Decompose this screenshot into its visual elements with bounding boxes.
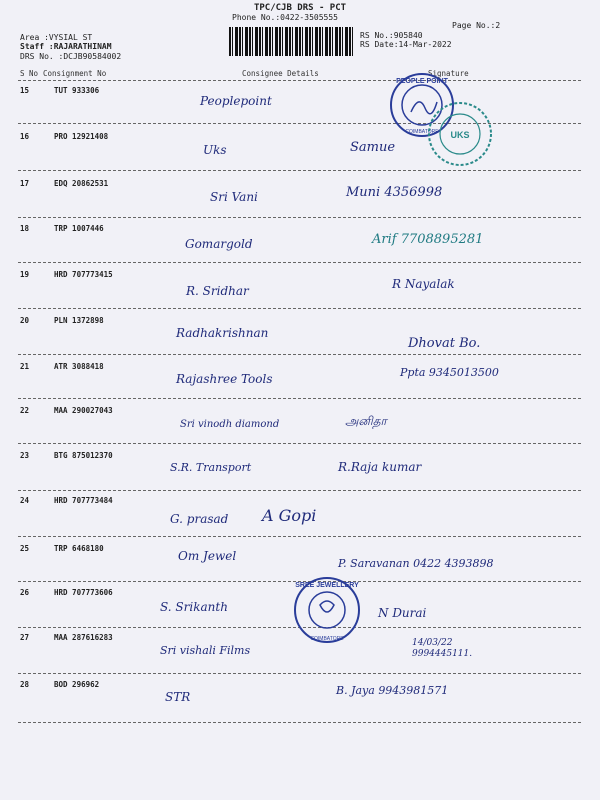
row-divider xyxy=(18,123,581,124)
row-divider xyxy=(18,673,581,674)
sree-jewellery-stamp-icon xyxy=(292,575,362,645)
column-header-sno: S No xyxy=(20,69,39,78)
row-divider xyxy=(18,398,581,399)
row-consignee: STR xyxy=(165,690,191,704)
row-consignment: TRP 1007446 xyxy=(54,224,104,233)
row-sno: 22 xyxy=(20,406,30,415)
column-header-consignee: Consignee Details xyxy=(242,69,319,78)
row-consignee: R. Sridhar xyxy=(186,284,249,298)
staff-label: Staff :RAJARATHINAM xyxy=(20,42,112,51)
sheet-title: TPC/CJB DRS - PCT xyxy=(253,3,347,13)
row-divider xyxy=(18,443,581,444)
row-signature: Samue xyxy=(350,140,396,155)
row-consignment: EDQ 20862531 xyxy=(54,179,109,188)
svg-text:UKS: UKS xyxy=(450,130,470,140)
row-consignee: S.R. Transport xyxy=(170,461,252,474)
row-sno: 19 xyxy=(20,270,30,279)
row-sno: 15 xyxy=(20,86,30,95)
row-divider xyxy=(18,308,581,309)
row-sno: 26 xyxy=(20,588,30,597)
row-consignee: Uks xyxy=(203,143,227,157)
row-sno: 21 xyxy=(20,362,30,371)
rs-number: RS No.:905840 xyxy=(360,31,423,40)
column-header-consignment: Consignment No xyxy=(43,69,107,78)
row-consignment: TUT 933306 xyxy=(54,86,100,95)
svg-text:COIMBATORE: COIMBATORE xyxy=(310,636,344,642)
row-divider xyxy=(18,490,581,491)
row-consignment: BOD 296962 xyxy=(54,680,100,689)
page-number: Page No.:2 xyxy=(452,21,501,30)
row-consignee: Rajashree Tools xyxy=(176,372,273,386)
row-signature: Ppta 9345013500 xyxy=(400,366,499,379)
row-consignment: TRP 6468180 xyxy=(54,544,104,553)
row-signature: A Gopi xyxy=(262,506,317,525)
row-consignment: HRD 707773606 xyxy=(54,588,113,597)
row-consignment: MAA 290027043 xyxy=(54,406,113,415)
row-signature: N Durai xyxy=(378,606,427,620)
row-signature: R Nayalak xyxy=(392,277,455,291)
row-divider xyxy=(18,262,581,263)
row-consignment: ATR 3088418 xyxy=(54,362,104,371)
svg-text:SREE JEWELLERY: SREE JEWELLERY xyxy=(295,582,359,589)
header-divider xyxy=(18,80,581,81)
row-consignment: HRD 707773415 xyxy=(54,270,113,279)
row-divider xyxy=(18,170,581,171)
row-consignee: Sri Vani xyxy=(210,190,258,204)
row-divider xyxy=(18,536,581,537)
column-header-signature: Signature xyxy=(428,69,469,78)
area-label: Area :VYSIAL ST xyxy=(20,33,93,42)
row-sno: 16 xyxy=(20,132,30,141)
row-consignee: Sri vinodh diamond xyxy=(180,419,280,430)
row-consignee: Om Jewel xyxy=(178,549,237,563)
svg-text:COIMBATORE: COIMBATORE xyxy=(405,129,439,135)
row-sno: 27 xyxy=(20,633,30,642)
row-divider xyxy=(18,217,581,218)
row-consignee: Sri vishali Films xyxy=(160,644,251,657)
row-signature: B. Jaya 9943981571 xyxy=(336,684,449,697)
row-consignee: S. Srikanth xyxy=(160,600,228,614)
row-sno: 24 xyxy=(20,496,30,505)
row-signature: Arif 7708895281 xyxy=(372,232,484,247)
row-signature: P. Saravanan 0422 4393898 xyxy=(338,557,494,570)
row-divider xyxy=(18,722,581,723)
row-divider xyxy=(18,354,581,355)
row-sno: 17 xyxy=(20,179,30,188)
row-sno: 25 xyxy=(20,544,30,553)
barcode-image xyxy=(229,27,353,56)
row-consignee: Peoplepoint xyxy=(200,94,272,108)
row-sno: 28 xyxy=(20,680,30,689)
row-signature: அனிதா xyxy=(345,414,387,428)
row-consignment: MAA 287616283 xyxy=(54,633,113,642)
row-consignee: G. prasad xyxy=(170,512,229,526)
row-sno: 23 xyxy=(20,451,30,460)
svg-text:PEOPLE POINT: PEOPLE POINT xyxy=(396,78,448,85)
row-consignment: HRD 707773484 xyxy=(54,496,113,505)
drs-number: DRS No. :DCJB90584002 xyxy=(20,52,122,61)
row-sno: 18 xyxy=(20,224,30,233)
row-signature: R.Raja kumar xyxy=(338,460,422,474)
row-signature: Dhovat Bo. xyxy=(408,336,481,351)
row-consignment: BTG 875012370 xyxy=(54,451,113,460)
row-consignee: Gomargold xyxy=(185,237,253,251)
row-consignment: PRO 12921408 xyxy=(54,132,109,141)
row-sno: 20 xyxy=(20,316,30,325)
row-consignee: Radhakrishnan xyxy=(176,326,269,340)
row-signature: Muni 4356998 xyxy=(346,185,443,200)
uks-stamp-icon xyxy=(426,100,494,168)
rs-date: RS Date:14-Mar-2022 xyxy=(360,40,452,49)
phone-number: Phone No.:0422-3505555 xyxy=(232,13,338,22)
row-consignment: PLN 1372898 xyxy=(54,316,104,325)
row-signature: 14/03/22 9994445111. xyxy=(412,638,473,659)
